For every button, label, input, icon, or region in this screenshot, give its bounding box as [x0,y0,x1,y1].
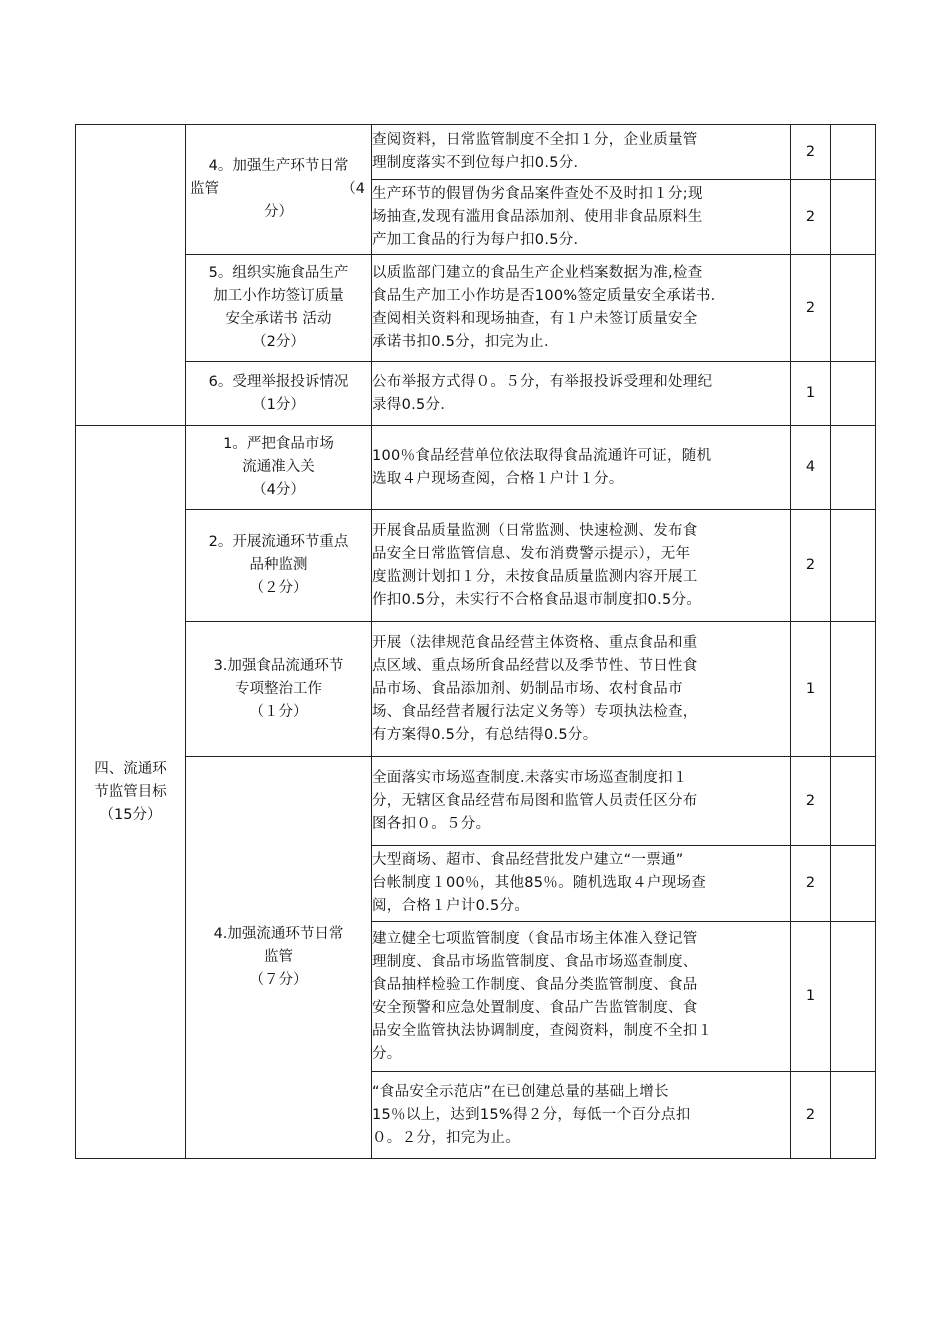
blank-cell [831,922,876,1072]
criterion-cell [372,125,791,180]
criterion-line: 以质监部门建立的食品生产企业档案数据为准,检查 [372,265,703,281]
score-cell: 1 [791,622,831,757]
criterion-line: 品安全日常监管信息、发布消费警示提示），无年 [372,545,691,562]
blank-cell [831,125,876,180]
criterion-line: “食品安全示范店”在已创建总量的基础上增长 [372,1083,669,1100]
category-cell [76,426,186,1159]
item-label: 6。受理举报投诉情况 [208,373,349,390]
criterion-line: 作扣0.5分，未实行不合格食品退市制度扣0.5分。 [372,591,702,608]
item-label: （１分） [249,703,308,720]
table-row [76,622,876,757]
scoring-table [75,124,876,1159]
category-cell-continued [76,125,186,426]
criterion-line: 台帐制度１00％，其他85％。随机选取４户现场查 [372,875,707,891]
criterion-line: ０。２分，扣完为止。 [372,1129,520,1146]
criterion-line: 食品抽样检验工作制度、食品分类监管制度、食品 [372,976,698,993]
table-row [76,510,876,622]
score-cell: 2 [791,255,831,362]
table-row [76,757,876,846]
criterion-line: 大型商场、超市、食品经营批发户建立“一票通” [372,852,684,868]
item-label: 4。加强生产环节日常 [208,158,349,174]
criterion-cell [372,757,791,846]
blank-cell [831,846,876,922]
item-label: 安全承诺书 活动 [225,311,332,327]
criterion-line: 安全预警和应急处置制度、食品广告监管制度、食 [372,999,698,1016]
blank-cell [831,622,876,757]
item-label: （２分） [249,580,308,596]
score-cell: 2 [791,510,831,622]
score-cell: 2 [791,125,831,180]
criterion-line: 100％食品经营单位依法取得食品流通许可证，随机 [372,447,712,464]
table-row [76,362,876,426]
item-label: （1分） [252,396,305,413]
category-label: 四、流通环 [94,760,167,777]
criterion-line: 品安全监管执法协调制度，查阅资料，制度不全扣１ [372,1022,713,1039]
criterion-line: 有方案得0.5分，有总结得0.5分。 [372,726,598,743]
criterion-cell [372,846,791,922]
item-label: 品种监测 [249,557,308,573]
score-cell: 2 [791,180,831,255]
criterion-line: 选取４户现场查阅，合格１户计１分。 [372,470,624,487]
item-label-row [186,178,371,201]
criterion-line: 理制度、食品市场监管制度、食品市场巡查制度、 [372,953,698,970]
criterion-line: 产加工食品的行为每户扣0.5分． [372,231,589,248]
criterion-line: 开展食品质量监测（日常监测、快速检测、发布食 [372,522,698,539]
criterion-cell [372,255,791,362]
item-label: （4分） [252,482,305,498]
criterion-cell [372,426,791,510]
score-cell: 4 [791,426,831,510]
category-label: 节监管目标 [94,783,167,800]
criterion-line: 录得0.5分． [372,396,456,413]
blank-cell [831,757,876,846]
criterion-cell [372,362,791,426]
criterion-line: 分，无辖区食品经营布局图和监管人员责任区分布 [372,792,698,809]
score-cell: 2 [791,757,831,846]
criterion-line: 全面落实市场巡查制度.未落实市场巡查制度扣１ [372,769,688,786]
table-row [76,426,876,510]
item-label: 2。开展流通环节重点 [208,534,349,550]
criterion-cell [372,1072,791,1159]
item-label: 1。严把食品市场 [223,436,334,452]
criterion-line: 分。 [372,1045,402,1062]
criterion-line: 查阅资料，日常监管制度不全扣１分，企业质量管 [372,132,698,148]
table-row [76,125,876,180]
item-label: 4.加强流通环节日常 [213,926,344,942]
criterion-line: 生产环节的假冒伪劣食品案件查处不及时扣１分;现 [372,185,703,202]
blank-cell [831,180,876,255]
item-label: 加工小作坊签订质量 [213,288,344,304]
criterion-line: 开展（法律规范食品经营主体资格、重点食品和重 [372,634,698,651]
criterion-line: 场、食品经营者履行法定义务等）专项执法检查， [372,703,698,720]
criterion-cell [372,510,791,622]
score-cell: 2 [791,1072,831,1159]
criterion-line: 查阅相关资料和现场抽查，有１户未签订质量安全 [372,311,698,327]
criterion-line: 建立健全七项监管制度（食品市场主体准入登记管 [372,930,698,947]
item-cell [186,622,372,757]
score-cell: 2 [791,846,831,922]
item-cell [186,757,372,1159]
criterion-line: 公布举报方式得０。５分，有举报投诉受理和处理纪 [372,373,713,390]
criterion-line: 点区域、重点场所食品经营以及季节性、节日性食 [372,657,698,674]
score-cell: 1 [791,362,831,426]
criterion-line: 承诺书扣0.5分，扣完为止． [372,334,559,350]
item-label: 监管 [190,181,219,197]
item-label: （2分） [252,334,305,350]
blank-cell [831,510,876,622]
item-label: （７分） [249,972,308,988]
criterion-line: 度监测计划扣１分，未按食品质量监测内容开展工 [372,568,698,585]
criterion-cell [372,922,791,1072]
blank-cell [831,1072,876,1159]
criterion-line: 品市场、食品添加剂、奶制品市场、农村食品市 [372,680,683,697]
item-label: 3.加强食品流通环节 [213,657,344,674]
criterion-cell [372,180,791,255]
criterion-line: 场抽查,发现有滥用食品添加剂、使用非食品原料生 [372,208,703,225]
item-cell [186,510,372,622]
blank-cell [831,426,876,510]
item-cell [186,426,372,510]
blank-cell [831,255,876,362]
criterion-line: 15％以上，达到15%得２分，每低一个百分点扣 [372,1106,691,1123]
item-label: 监管 [264,949,293,965]
criterion-line: 阅，合格１户计0.5分。 [372,898,530,914]
table-row [76,255,876,362]
item-label: 5。组织实施食品生产 [208,265,349,281]
category-label: （15分） [99,806,162,823]
item-label: （4 [341,181,365,197]
score-cell: 1 [791,922,831,1072]
item-label: 流通准入关 [242,459,315,475]
item-cell [186,255,372,362]
criterion-cell [372,622,791,757]
item-cell [186,125,372,255]
criterion-line: 理制度落实不到位每户扣0.5分． [372,155,589,171]
item-label: 专项整治工作 [235,680,322,697]
criterion-line: 食品生产加工小作坊是否100%签定质量安全承诺书． [372,288,726,304]
item-label: 分） [264,204,293,220]
criterion-line: 图各扣０。５分。 [372,815,491,832]
item-cell [186,362,372,426]
blank-cell [831,362,876,426]
